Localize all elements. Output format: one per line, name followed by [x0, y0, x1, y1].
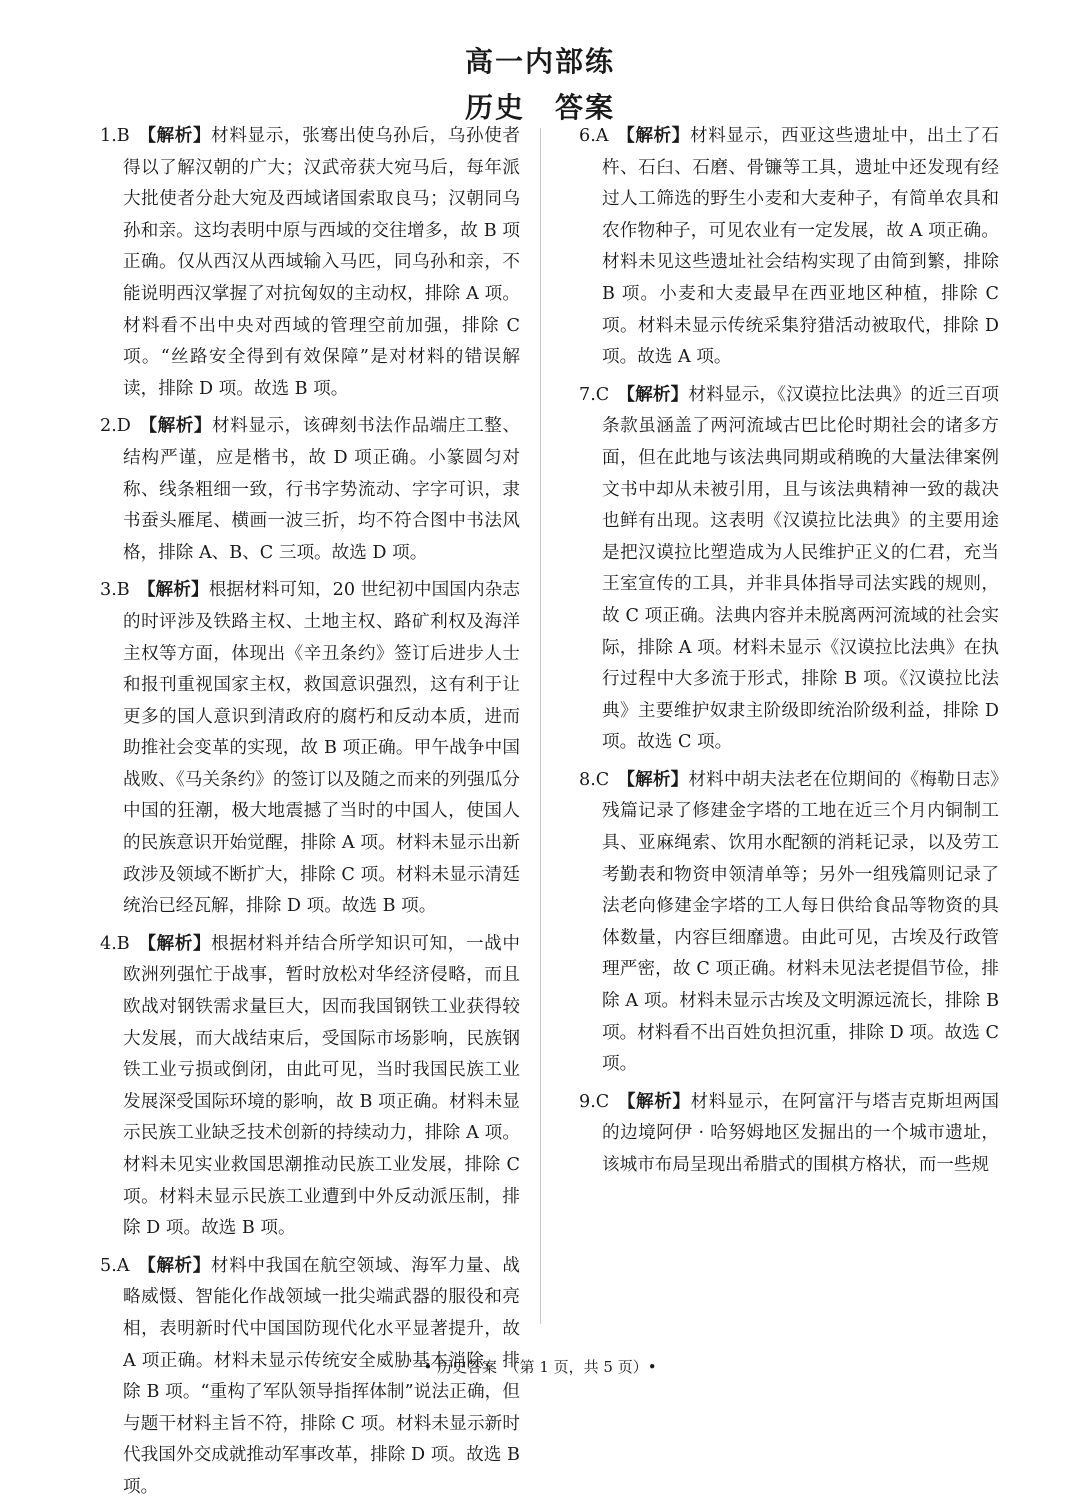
- question-number: 5.: [100, 1255, 117, 1276]
- question-number: 2.: [100, 416, 117, 437]
- question-9: [579, 1086, 999, 1182]
- question-7: [579, 379, 999, 759]
- column-divider: [540, 128, 541, 1324]
- right-column: [579, 120, 999, 1187]
- analysis-tag: 【解析】: [137, 1254, 211, 1276]
- page-footer: • 历史答案 （第 1 页，共 5 页）•: [423, 1358, 657, 1376]
- analysis-tag: 【解析】: [616, 125, 690, 146]
- question-answer: B: [116, 580, 130, 601]
- question-explanation: 根据材料并结合所学知识可知，一战中欧洲列强忙于战事，暂时放松对华经济侵略，而且欧战对钢铁需求量巨大，因而我国钢铁工业获得较大发展，而大战结束后，受国际市场影响，民族钢铁工业亏损或倒闭，由此可见，当时我国民族工业发展深受国际环境的影响，故 B 项正确。材料未显示民族工业缺乏技术创新的持续动力，排除 A 项。材料未见实业救国思潮推动民族工业发展，排除 C 项。材料未显示民族工业遭到中外反动派压制，排除 D 项。故选 B 项。: [123, 933, 520, 1239]
- question-number: 8.: [579, 769, 596, 790]
- question-number: 4.: [100, 933, 117, 954]
- question-3: [100, 574, 520, 923]
- question-number: 9.: [579, 1091, 596, 1112]
- analysis-tag: 【解析】: [137, 932, 212, 954]
- question-explanation: 材料中我国在航空领域、海军力量、战略威慑、智能化作战领域一批尖端武器的服役和亮相，表明新时代中国国防现代化水平显著提升，故 A 项正确。材料未显示传统安全威胁基本消除，排除 B 项。“重构了军队领导指挥体制”说法正确，但与题干材料主旨不符，排除 C 项。材料未显示新时代我国外交成就推动军事改革，排除 D 项。故选 B 项。: [123, 1255, 520, 1497]
- question-answer: B: [116, 933, 130, 954]
- question-number: 6.: [579, 126, 596, 146]
- question-answer: C: [595, 384, 610, 405]
- left-column: [100, 120, 520, 1509]
- question-number: 7.: [579, 384, 596, 405]
- question-number: 3.: [100, 580, 117, 601]
- question-explanation: 材料显示，西亚这些遗址中，出土了石杵、石臼、石磨、骨镰等工具，遗址中还发现有经过人工筛选的野生小麦和大麦种子，有简单农具和农作物种子，可见农业有一定发展，故 A 项正确。材料未见这些遗址社会结构实现了由简到繁，排除 B 项。小麦和大麦最早在西亚地区种植，排除 C 项。材料未显示传统采集狩猎活动被取代，排除 D 项。故选 A 项。: [602, 126, 999, 368]
- analysis-tag: 【解析】: [617, 383, 689, 405]
- question-explanation: 材料显示，《汉谟拉比法典》的近三百项条款虽涵盖了两河流域古巴比伦时期社会的诸多方面，但在此地与该法典同期或稍晚的大量法律案例文书中却从未被引用，且与该法典精神一致的裁决也鲜有出现。这表明《汉谟拉比法典》的主要用途是把汉谟拉比塑造成为人民维护正义的仁君，充当王室宣传的工具，并非具体指导司法实践的规则，故 C 项正确。法典内容并未脱离两河流域的社会实际，排除 A 项。材料未显示《汉谟拉比法典》在执行过程中大多流于形式，排除 B 项。《汉谟拉比法典》主要维护奴隶主阶级即统治阶级利益，排除 D 项。故选 C 项。: [602, 384, 999, 753]
- question-explanation: 材料显示，在阿富汗与塔吉克斯坦两国的边境阿伊 · 哈努姆地区发掘出的一个城市遗址，该城市布局呈现出希腊式的围棋方格状，而一些规: [602, 1091, 999, 1175]
- question-6: [579, 120, 999, 374]
- page-title: 高一内部练: [464, 45, 615, 78]
- page-subtitle: 历史 答案: [464, 91, 615, 124]
- question-explanation: 材料显示，张骞出使乌孙后，乌孙使者得以了解汉朝的广大；汉武帝获大宛马后，每年派大批使者分赴大宛及西域诸国索取良马；汉朝同乌孙和亲。这均表明中原与西域的交往增多，故 B 项正确。仅从西汉从西域输入马匹，同乌孙和亲，不能说明西汉掌握了对抗匈奴的主动权，排除 A 项。材料看不出中央对西域的管理空前加强，排除 C 项。“丝路安全得到有效保障”是对材料的错误解读，排除 D 项。故选 B 项。: [123, 126, 520, 399]
- question-answer: B: [116, 126, 130, 146]
- question-2: [100, 410, 520, 569]
- question-1: [100, 120, 520, 405]
- analysis-tag: 【解析】: [617, 768, 689, 790]
- question-explanation: 材料中胡夫法老在位期间的《梅勒日志》残篇记录了修建金字塔的工地在近三个月内铜制工具、亚麻绳索、饮用水配额的消耗记录，以及劳工考勤表和物资申领清单等；另外一组残篇则记录了法老向修建金字塔的工人每日供给食品等物资的具体数量，内容巨细靡遗。由此可见，古埃及行政管理严密，故 C 项正确。材料未见法老提倡节俭，排除 A 项。材料未显示古埃及文明源远流长，排除 B 项。材料看不出百姓负担沉重，排除 D 项。故选 C 项。: [602, 769, 999, 1075]
- analysis-tag: 【解析】: [137, 579, 209, 601]
- question-answer: A: [116, 1255, 130, 1276]
- analysis-tag: 【解析】: [138, 415, 213, 437]
- question-4: [100, 928, 520, 1245]
- question-8: [579, 764, 999, 1081]
- question-explanation: 根据材料可知，20 世纪初中国国内杂志的时评涉及铁路主权、土地主权、路矿利权及海洋主权等方面，体现出《辛丑条约》签订后进步人士和报刊重视国家主权，救国意识强烈，这有利于让更多的国人意识到清政府的腐朽和反动本质，进而助推社会变革的实现，故 B 项正确。甲午战争中国战败、《马关条约》的签订以及随之而来的列强瓜分中国的狂潮，极大地震撼了当时的中国人，使国人的民族意识开始觉醒，排除 A 项。材料未显示出新政涉及领域不断扩大，排除 C 项。材料未显示清廷统治已经瓦解，排除 D 项。故选 B 项。: [123, 580, 520, 917]
- analysis-tag: 【解析】: [137, 125, 212, 146]
- question-explanation: 材料显示，该碑刻书法作品端庄工整、结构严谨，应是楷书，故 D 项正确。小篆圆匀对称、线条粗细一致，行书字势流动、字字可识，隶书蚕头雁尾、横画一波三折，均不符合图中书法风格，排除 A、B、C 三项。故选 D 项。: [123, 416, 520, 563]
- question-answer: C: [595, 769, 610, 790]
- question-answer: C: [595, 1091, 610, 1112]
- analysis-tag: 【解析】: [617, 1090, 691, 1112]
- question-number: 1.: [100, 126, 117, 146]
- question-answer: D: [116, 416, 131, 437]
- question-answer: A: [595, 126, 609, 146]
